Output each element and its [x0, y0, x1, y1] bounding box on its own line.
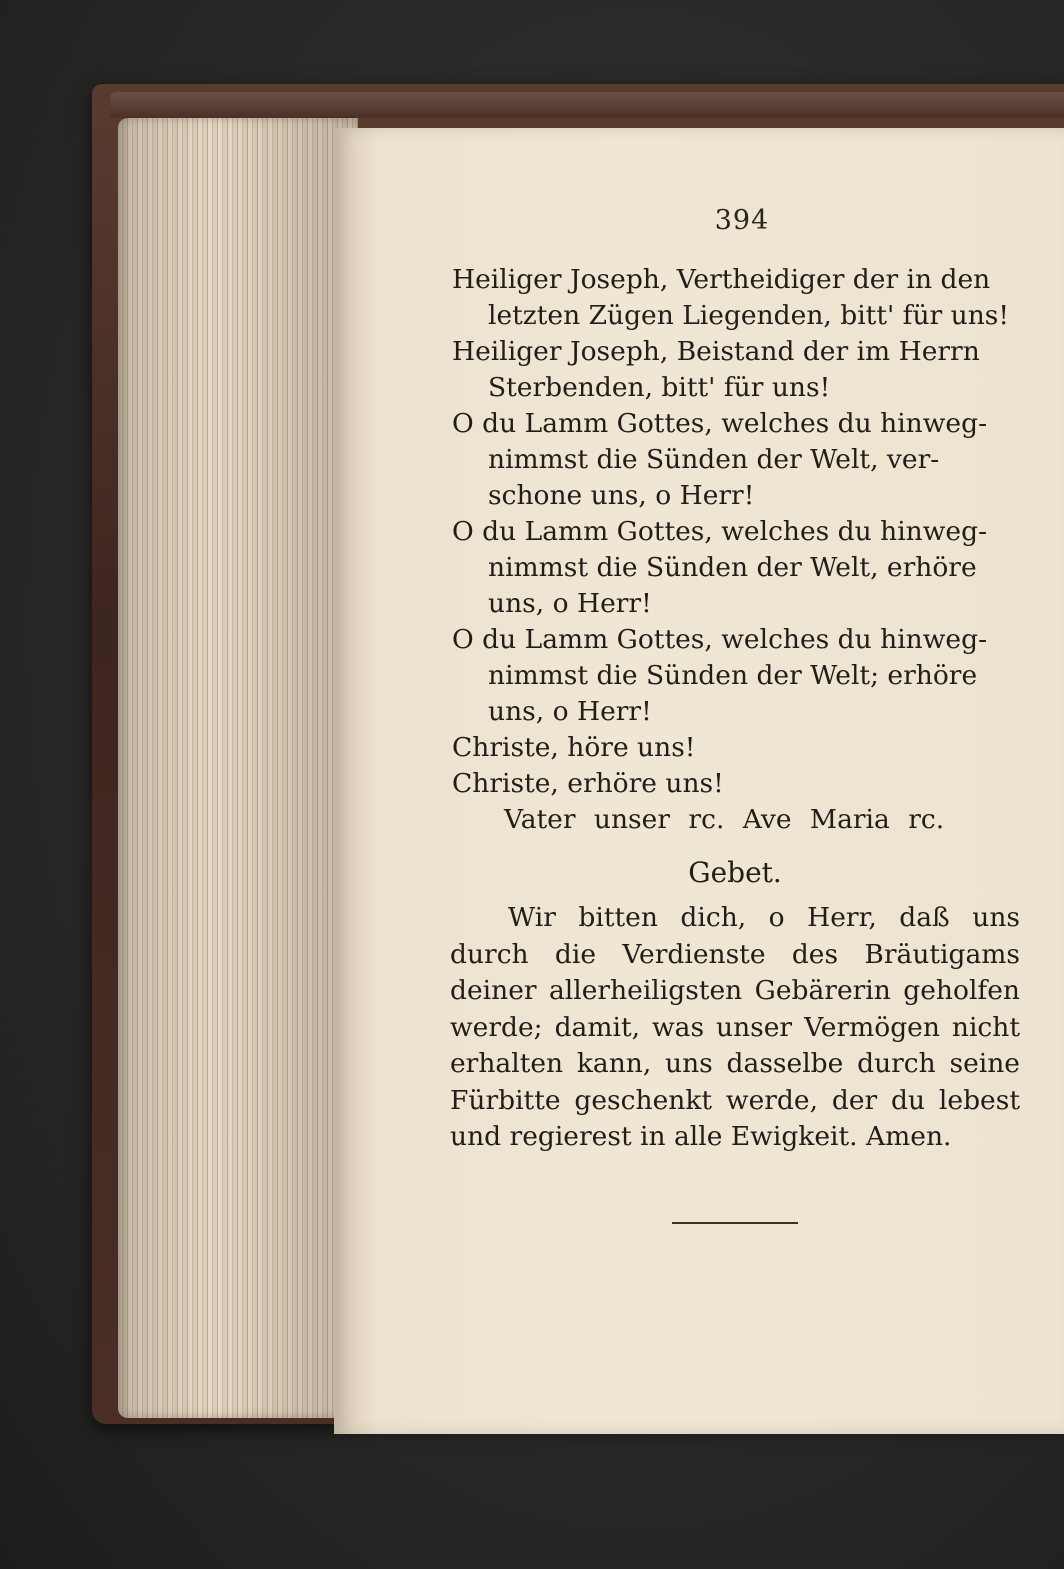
prayer-paragraph: Wir bitten dich, o Herr, daß uns durch die Verdienste des Bräutigams deiner allerheiligsten Gebärerin geholfen werde; damit, was unser Vermögen nicht erhalten kann, uns dasselbe durch seine Fürbitte geschenkt werde, der du lebest und regierest in alle Ewigkeit. Amen. — [450, 902, 1020, 1152]
closing-prayers-line: Vater unser rc. Ave Maria rc. — [504, 804, 945, 835]
litany-block — [452, 262, 1032, 838]
book-cover-top-edge — [110, 92, 1064, 118]
page-edges-shading — [118, 118, 358, 1418]
section-divider — [672, 1222, 798, 1224]
litany-entry: Heiliger Joseph, Beistand der im Herrn Sterbenden, bitt' für uns! — [452, 336, 980, 403]
litany-entry: Christe, höre uns! — [452, 732, 696, 763]
litany-entry: O du Lamm Gottes, welches du hinweg-nimmst die Sünden der Welt; erhöre uns, o Herr! — [452, 624, 988, 727]
section-heading: Gebet. — [688, 856, 782, 889]
litany-entry: O du Lamm Gottes, welches du hinweg-nimmst die Sünden der Welt, ver-schone uns, o Herr! — [452, 408, 988, 511]
litany-entry: Christe, erhöre uns! — [452, 768, 724, 799]
litany-entry: Heiliger Joseph, Vertheidiger der in den letzten Zügen Liegenden, bitt' für uns! — [452, 264, 1010, 331]
page-number: 394 — [714, 205, 770, 236]
litany-entry: O du Lamm Gottes, welches du hinweg-nimmst die Sünden der Welt, erhöre uns, o Herr! — [452, 516, 988, 619]
